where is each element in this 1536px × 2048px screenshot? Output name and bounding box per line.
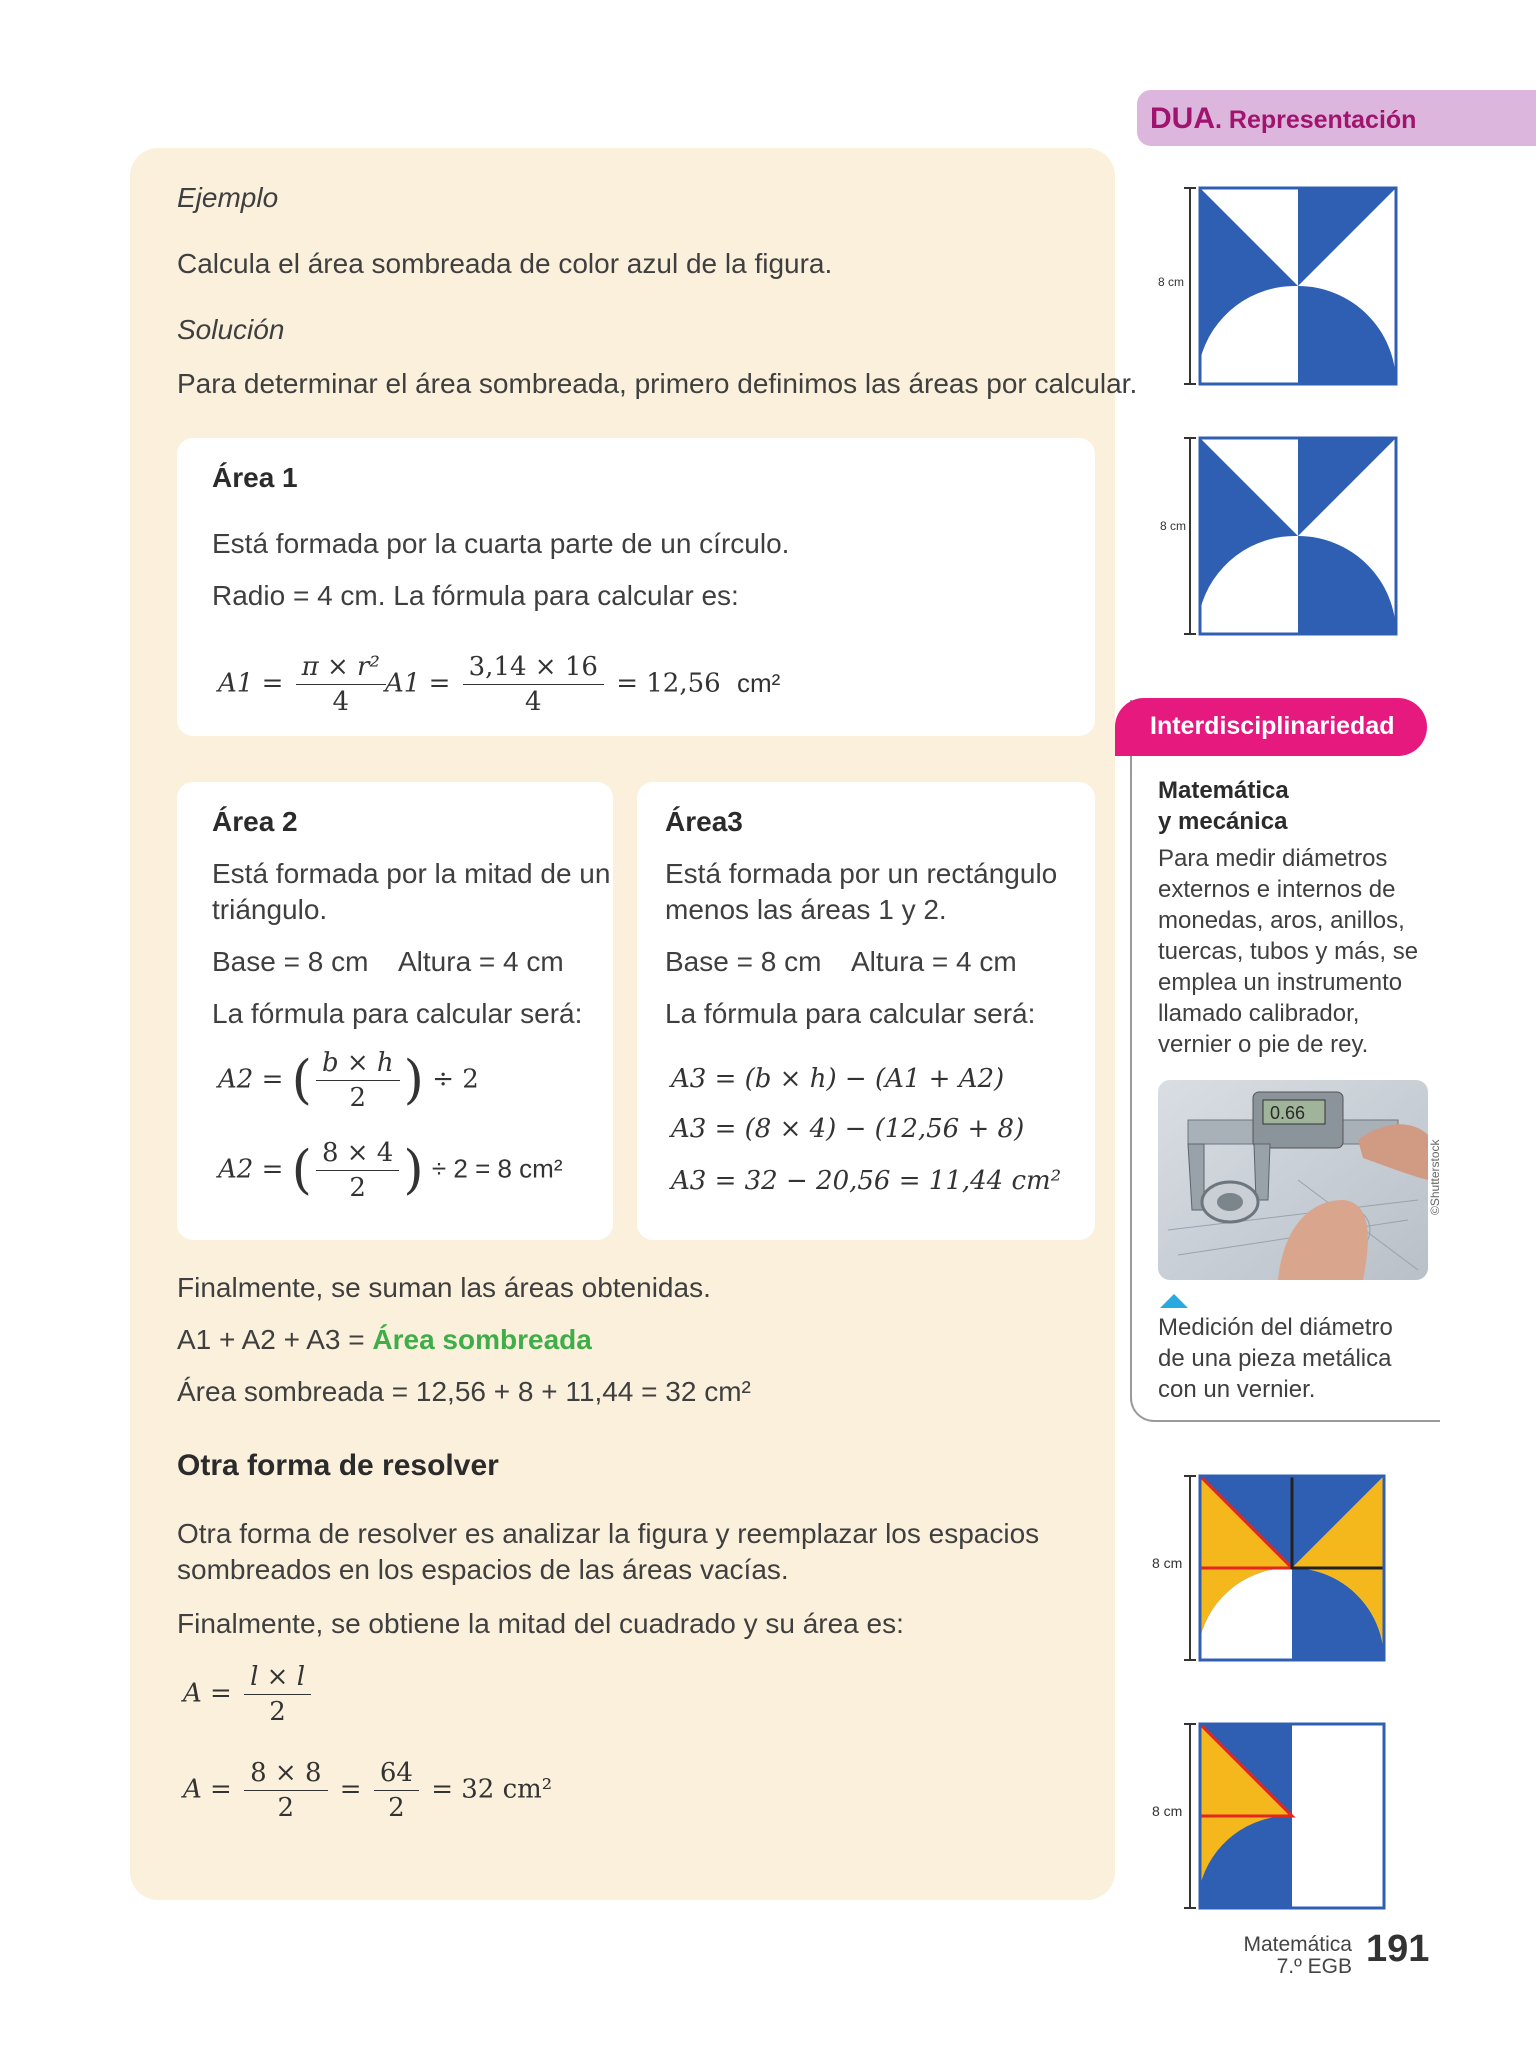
area2-f1-rest: ÷ 2 xyxy=(432,1064,479,1095)
metal-ring-hole xyxy=(1217,1193,1243,1211)
dua-strong: DUA xyxy=(1150,102,1215,135)
fig3-dim-label: 8 cm xyxy=(1152,1555,1183,1571)
figure-2-labeled xyxy=(1150,430,1410,640)
otra-line1: Otra forma de resolver es analizar la figura y reemplazar los espacios xyxy=(177,1518,1040,1549)
area2-altura: Altura = 4 cm xyxy=(398,946,564,977)
area3-base: Base = 8 cm xyxy=(665,946,822,977)
otra-formula-values xyxy=(183,1756,552,1825)
inter-text-7: vernier o pie de rey. xyxy=(1158,1031,1369,1058)
caption-1: Medición del diámetro xyxy=(1158,1314,1393,1341)
dua-label xyxy=(1150,102,1416,136)
g1-den: 2 xyxy=(269,1697,286,1727)
area1-f1-num: π × r² xyxy=(296,650,386,685)
g1-lhs: A = xyxy=(183,1678,232,1709)
area2-f2-lhs: A2 = xyxy=(218,1154,284,1185)
inter-text-5: emplea un instrumento xyxy=(1158,969,1403,996)
paren-open: ( xyxy=(291,1050,312,1111)
fig2-dim-label: 8 cm xyxy=(1160,519,1187,533)
area1-f2-den: 4 xyxy=(525,687,542,717)
area1-f1-lhs: A1 = xyxy=(218,668,284,699)
g2-lhs: A = xyxy=(183,1774,232,1805)
otra-formula-general xyxy=(183,1660,315,1729)
inter-title-1: Matemática xyxy=(1158,777,1289,804)
otra-line3: Finalmente, se obtiene la mitad del cuadrado y su área es: xyxy=(177,1608,904,1639)
caption-triangle-icon xyxy=(1158,1292,1190,1310)
otra-title: Otra forma de resolver xyxy=(177,1449,499,1482)
area2-f1-den: 2 xyxy=(349,1083,367,1113)
area3-formula-intro: La fórmula para calcular será: xyxy=(665,998,1036,1029)
paren-close: ) xyxy=(403,1140,424,1201)
area2-line2: triángulo. xyxy=(212,894,328,925)
sum-line xyxy=(177,1322,592,1358)
paren-open: ( xyxy=(291,1140,312,1201)
area3-formula-2: A3 = (8 × 4) − (12,56 + 8) xyxy=(671,1114,1025,1144)
sum-result: Área sombreada = 12,56 + 8 + 11,44 = 32 cm² xyxy=(177,1376,751,1407)
area2-f2-num: 8 × 4 xyxy=(316,1136,399,1171)
g2-den2: 2 xyxy=(388,1793,405,1823)
caption-3: con un vernier. xyxy=(1158,1376,1316,1403)
caliper-photo xyxy=(1158,1080,1428,1280)
inter-text-3: monedas, aros, anillos, xyxy=(1158,907,1405,934)
sum-prefix: A1 + A2 + A3 = xyxy=(177,1324,373,1355)
area1-title: Área 1 xyxy=(212,462,298,493)
ejemplo-label: Ejemplo xyxy=(177,182,279,213)
area1-line1: Está formada por la cuarta parte de un círculo. xyxy=(212,528,790,559)
footer-subject: Matemática xyxy=(1243,1933,1352,1956)
inter-text-6: llamado calibrador, xyxy=(1158,1000,1360,1027)
interdisciplinary-tab-label: Interdisciplinariedad xyxy=(1150,712,1395,740)
prompt-text: Calcula el área sombreada de color azul de la figura. xyxy=(177,248,833,279)
area2-formula-intro: La fórmula para calcular será: xyxy=(212,998,583,1029)
area2-f2-rest: ÷ 2 = 8 cm² xyxy=(431,1153,563,1184)
area1-f2-unit: cm² xyxy=(736,667,781,698)
fig4-dim-label: 8 cm xyxy=(1152,1803,1183,1819)
area3-line2: menos las áreas 1 y 2. xyxy=(665,894,947,925)
dua-rest: . Representación xyxy=(1215,106,1417,134)
footer-subject-block xyxy=(1218,1934,1352,1978)
area2-formula-values xyxy=(218,1136,563,1205)
g2-num2: 64 xyxy=(374,1756,419,1791)
area3-formula-3: A3 = 32 − 20,56 = 11,44 cm² xyxy=(671,1166,1062,1196)
fig2-label-a2: A2 xyxy=(1257,460,1277,477)
figure-4-half-square xyxy=(1150,1716,1410,1916)
paren-close: ) xyxy=(403,1050,424,1111)
intro-text: Para determinar el área sombreada, primero definimos las áreas por calcular. xyxy=(177,368,1138,399)
area2-title: Área 2 xyxy=(212,806,298,837)
area3-line1: Está formada por un rectángulo xyxy=(665,858,1058,889)
area1-formula-general xyxy=(218,650,390,719)
area1-line2: Radio = 4 cm. La fórmula para calcular es: xyxy=(212,580,739,611)
otra-line2: sombreados en los espacios de las áreas vacías. xyxy=(177,1554,789,1585)
area1-f2-lhs: A1 = xyxy=(385,668,451,699)
fig2-label-a3: A3 xyxy=(1357,515,1377,532)
sum-highlight: Área sombreada xyxy=(372,1324,592,1355)
inter-title-2: y mecánica xyxy=(1158,808,1288,835)
caption-2: de una pieza metálica xyxy=(1158,1345,1392,1372)
area2-f1-num: b × h xyxy=(316,1046,400,1081)
area3-altura: Altura = 4 cm xyxy=(851,946,1017,977)
photo-credit: ©Shutterstock xyxy=(1428,1139,1442,1215)
area1-f2-result: = 12,56 xyxy=(616,668,721,699)
figure-3-rearranged xyxy=(1150,1468,1410,1668)
caliper-reading: 0.66 xyxy=(1270,1103,1306,1123)
g2-den1: 2 xyxy=(277,1793,295,1823)
g2-eq: = xyxy=(339,1774,362,1805)
area2-f2-den: 2 xyxy=(349,1173,366,1203)
figure-1-shaded xyxy=(1150,180,1410,390)
area1-f2-num: 3,14 × 16 xyxy=(463,650,604,685)
page-number: 191 xyxy=(1366,1928,1430,1970)
g1-num: l × l xyxy=(244,1660,311,1695)
area2-formula-general xyxy=(218,1046,479,1115)
solucion-label: Solución xyxy=(177,314,285,345)
inter-text-4: tuercas, tubos y más, se xyxy=(1158,938,1419,965)
inter-text-1: Para medir diámetros xyxy=(1158,845,1388,872)
area1-formula-values xyxy=(385,650,780,719)
area2-f1-lhs: A2 = xyxy=(218,1064,284,1095)
final-line: Finalmente, se suman las áreas obtenidas. xyxy=(177,1272,711,1303)
area1-f1-den: 4 xyxy=(332,687,350,717)
inter-text-2: externos e internos de xyxy=(1158,876,1396,903)
area3-title: Área3 xyxy=(665,806,743,837)
footer-grade: 7.º EGB xyxy=(1276,1955,1352,1978)
area2-base: Base = 8 cm xyxy=(212,946,369,977)
g2-num1: 8 × 8 xyxy=(244,1756,327,1791)
area2-line1: Está formada por la mitad de un xyxy=(212,858,611,889)
fig2-label-a1: A1 xyxy=(1257,581,1277,598)
area3-formula-1: A3 = (b × h) − (A1 + A2) xyxy=(671,1064,1005,1094)
g2-result: = 32 cm² xyxy=(431,1774,553,1805)
fig1-dim-label: 8 cm xyxy=(1158,275,1185,289)
caliper-jaw xyxy=(1254,1144,1270,1200)
